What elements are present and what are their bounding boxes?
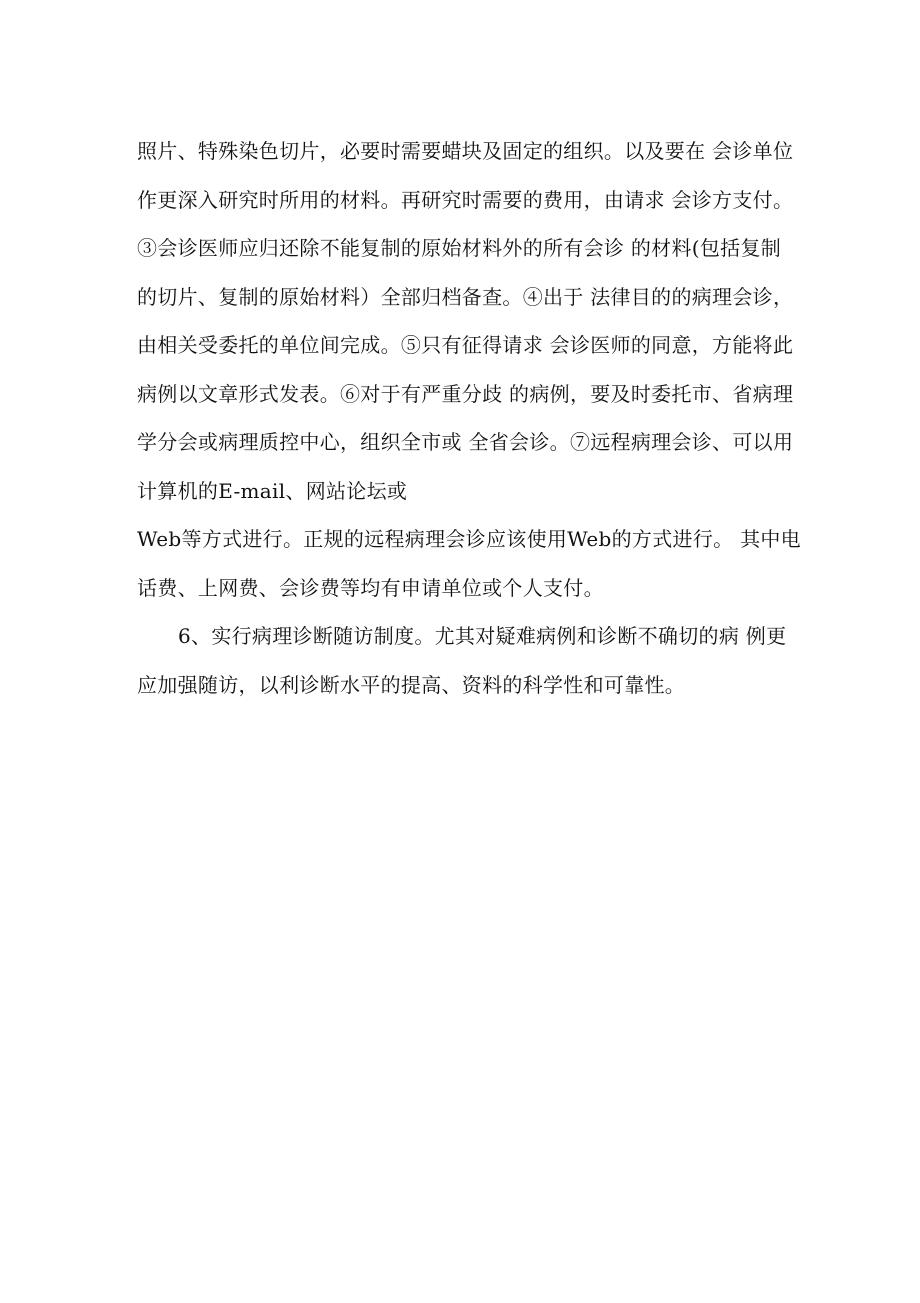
text-line: 学分会或病理质控中心，组织全市或 全省会诊。⑦远程病理会诊、可以用 bbox=[137, 430, 794, 454]
text-line: 应加强随访，以利诊断水平的提高、资料的科学性和可靠性。 bbox=[137, 672, 686, 697]
paragraph-6-first-line: 6、实行病理诊断随访制度。尤其对疑难病例和诊断不确切的病 例更 bbox=[178, 624, 787, 648]
text-line: 作更深入研究时所用的材料。再研究时需要的费用，由请求 会诊方支付。 bbox=[137, 187, 794, 212]
text-line: 的切片、复制的原始材料）全部归档备查。④出于 法律目的的病理会诊， bbox=[137, 284, 794, 309]
text-line: 照片、特殊染色切片，必要时需要蜡块及固定的组织。以及要在 会诊单位 bbox=[137, 139, 794, 163]
text-line: 由相关受委托的单位间完成。⑤只有征得请求 会诊医师的同意，方能将此 bbox=[137, 333, 794, 357]
document-body bbox=[137, 127, 801, 709]
text-line: 病例以文章形式发表。⑥对于有严重分歧 的病例，要及时委托市、省病理 bbox=[137, 381, 794, 406]
text-line: 话费、上网费、会诊费等均有申请单位或个人支付。 bbox=[137, 575, 604, 600]
text-line: ③会诊医师应归还除不能复制的原始材料外的所有会诊 的材料(包括复制 bbox=[137, 236, 782, 260]
text-line: Web等方式进行。正规的远程病理会诊应该使用Web的方式进行。 其中电 bbox=[137, 527, 801, 551]
text-line: 计算机的E-mail、网站论坛或 bbox=[137, 478, 408, 503]
